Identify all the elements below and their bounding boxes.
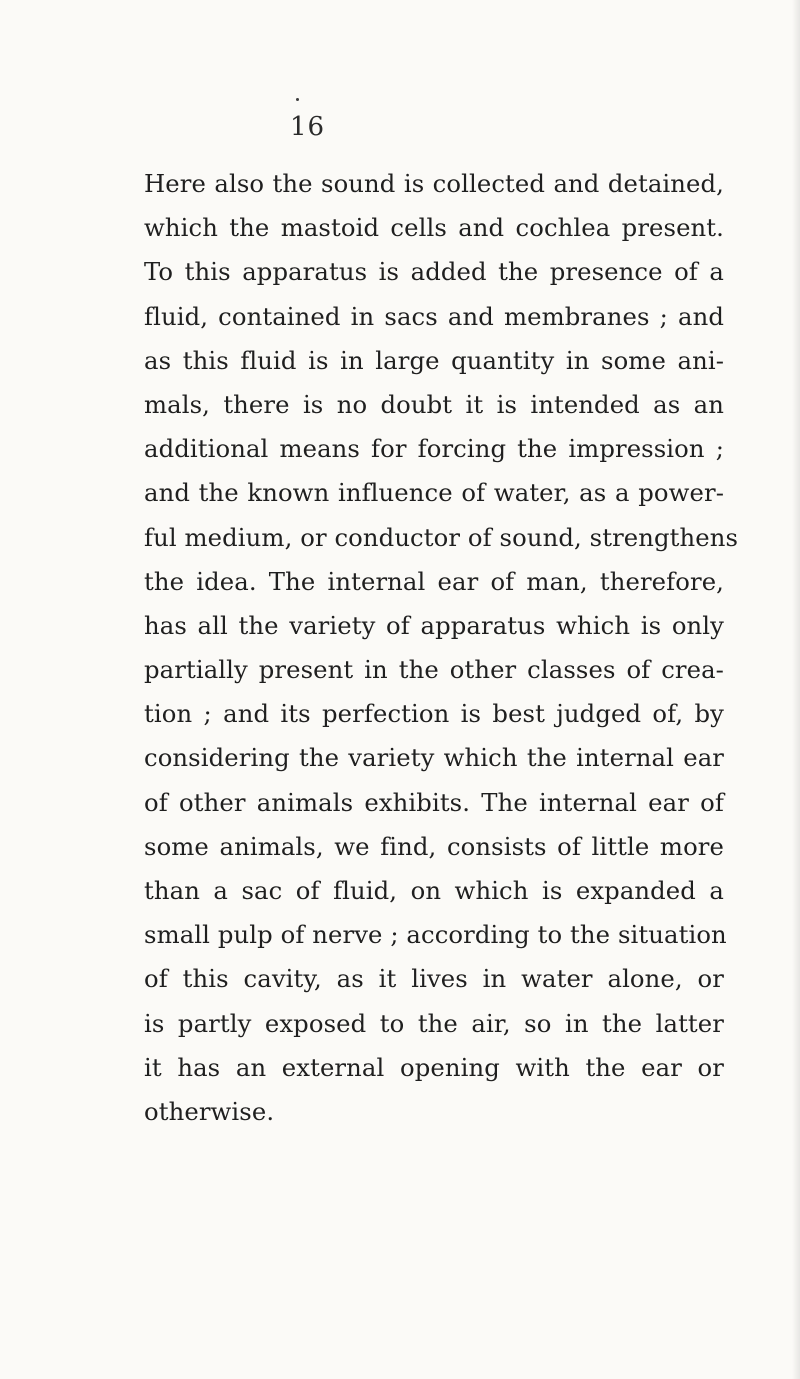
text-line: small pulp of nerve ; according to the situation [144, 920, 727, 950]
text-line: of this cavity, as it lives in water alone, or [144, 964, 724, 994]
page-edge-shadow [792, 0, 800, 1379]
text-line: as this fluid is in large quantity in some ani- [144, 345, 724, 375]
body-text [144, 162, 739, 1134]
text-line: which the mastoid cells and cochlea present. [144, 213, 724, 243]
text-line: it has an external opening with the ear or [144, 1052, 724, 1082]
text-line: some animals, we find, consists of little more [144, 831, 724, 861]
text-line: ful medium, or conductor of sound, strengthens [144, 522, 739, 552]
text-line: is partly exposed to the air, so in the latter [144, 1008, 724, 1038]
text-line: has all the variety of apparatus which is only [144, 610, 724, 640]
text-line: the idea. The internal ear of man, therefore, [144, 566, 724, 596]
text-line: additional means for forcing the impression ; [144, 434, 724, 464]
text-line: fluid, contained in sacs and membranes ; and [144, 301, 724, 331]
text-line: Here also the sound is collected and detained, [144, 169, 724, 198]
text-line: partially present in the other classes of crea- [144, 655, 724, 685]
text-line: To this apparatus is added the presence of a [144, 257, 724, 287]
text-line: considering the variety which the internal ear [144, 743, 724, 773]
page-number: 16 [290, 112, 326, 142]
text-line: of other animals exhibits. The internal ear of [144, 787, 724, 817]
text-line: tion ; and its perfection is best judged of, by [144, 699, 724, 729]
text-line: than a sac of fluid, on which is expanded a [144, 876, 724, 905]
text-line: and the known influence of water, as a power- [144, 478, 724, 508]
text-line-last: otherwise. [144, 1096, 275, 1126]
ink-speck [296, 98, 299, 101]
text-line: mals, there is no doubt it is intended as an [144, 389, 724, 419]
